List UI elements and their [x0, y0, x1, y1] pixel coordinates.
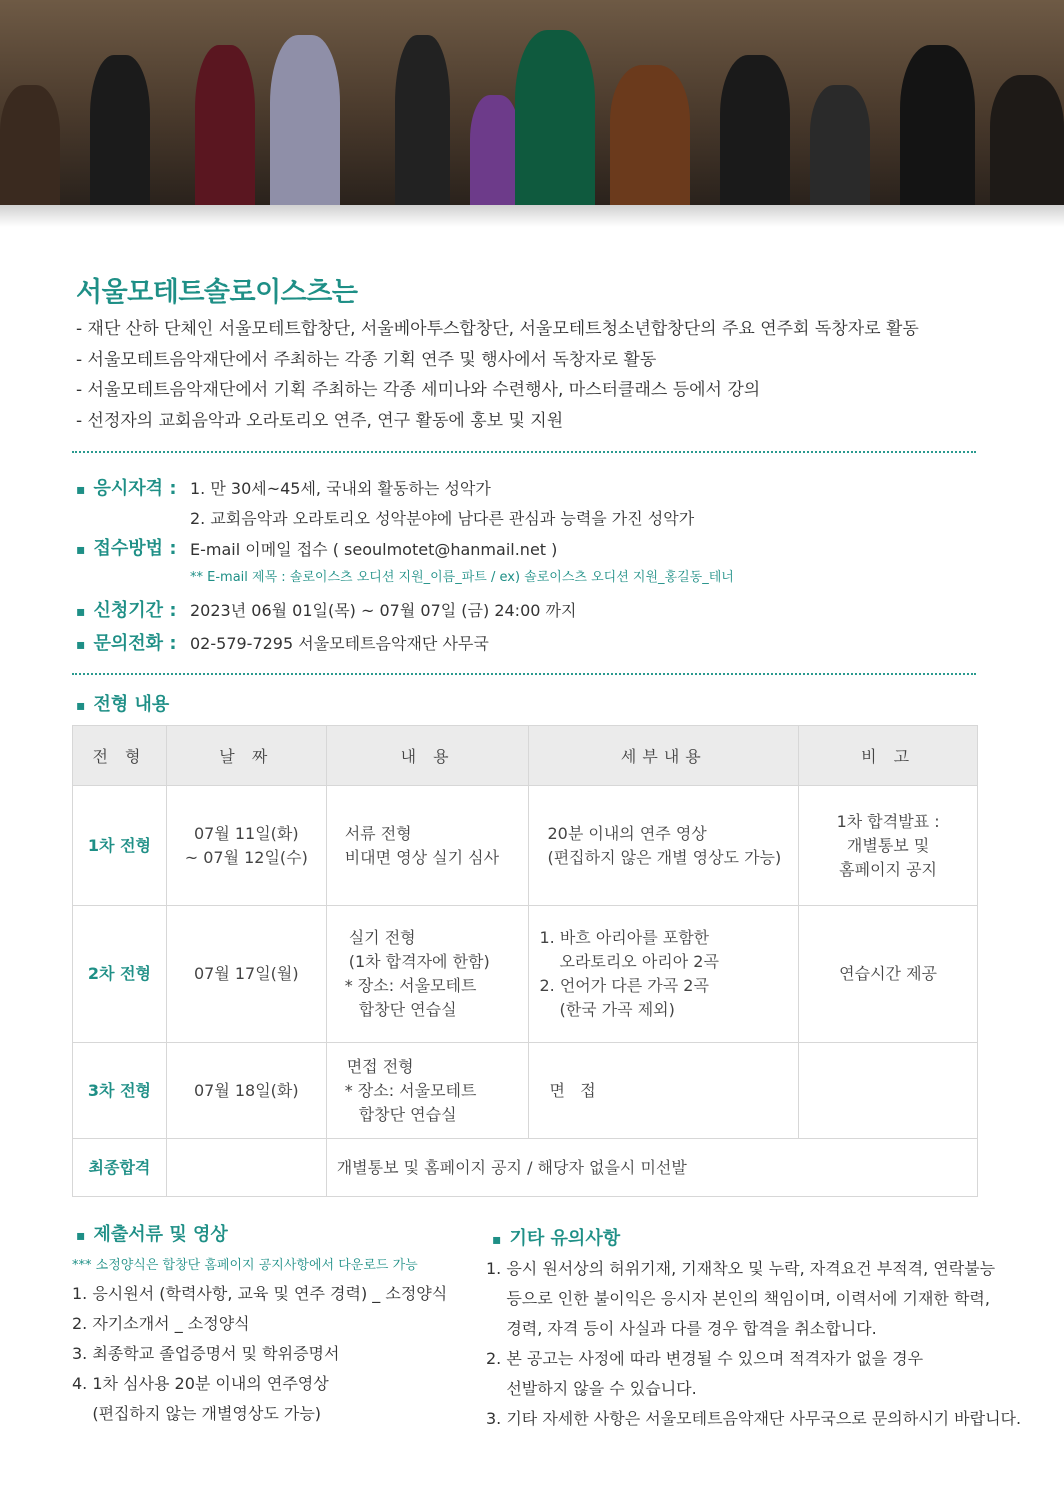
detail-line: 2. 언어가 다른 가곡 2곡	[539, 976, 709, 995]
content-line: 실기 전형	[348, 928, 416, 947]
detail-cell	[529, 906, 799, 1043]
documents-list	[72, 1279, 452, 1429]
list-item: 3. 최종학교 졸업증명서 및 학위증명서	[72, 1344, 340, 1363]
content-line: 면접 전형	[346, 1056, 414, 1076]
period-value: 2023년 06월 01일(목) ~ 07월 07일 (금) 24:00 까지	[190, 601, 577, 620]
documents-note: *** 소정양식은 합창단 홈페이지 공지사항에서 다운로드 가능	[72, 1258, 418, 1273]
content-cell	[326, 906, 529, 1043]
list-item: 2. 자기소개서 _ 소정양식	[72, 1314, 250, 1333]
table-row	[73, 1043, 978, 1139]
list-item: 등으로 인한 불이익은 응시자 본인의 책임이며, 이력서에 기재한 학력,	[486, 1289, 990, 1308]
date-cell	[166, 1043, 326, 1139]
phone-value: 02-579-7295 서울모테트음악재단 사무국	[190, 634, 489, 653]
header-content: 내 용	[326, 726, 529, 786]
note-cell	[799, 786, 978, 906]
method-label: ▪ 접수방법 :	[76, 534, 177, 560]
content-line: 비대면 영상 실기 심사	[344, 847, 500, 867]
misc-heading: ▪ 기타 유의사항	[492, 1224, 620, 1250]
intro-line: - 재단 산하 단체인 서울모테트합창단, 서울베아투스합창단, 서울모테트청소년합창단의 주요 연주회 독창자로 활동	[76, 319, 919, 339]
content-line: 합창단 연습실	[358, 1104, 457, 1124]
list-item: 2. 본 공고는 사정에 따라 변경될 수 있으며 적격자가 없을 경우	[486, 1349, 924, 1368]
qualification-1: 1. 만 30세~45세, 국내외 활동하는 성악가	[190, 479, 491, 498]
divider	[72, 451, 976, 453]
date-line: 07월 18일(화)	[193, 1080, 299, 1100]
list-item: 경력, 자격 등이 사실과 다를 경우 합격을 취소합니다.	[486, 1319, 877, 1338]
hero-photo	[0, 0, 1064, 205]
hero-shadow	[0, 205, 1064, 227]
detail-cell	[529, 1043, 799, 1139]
note-line: 개별통보 및	[846, 835, 930, 855]
schedule-heading: ▪ 전형 내용	[76, 690, 169, 716]
note-cell	[799, 906, 978, 1043]
stage-cell: 최종합격	[73, 1139, 167, 1197]
intro-line: - 선정자의 교회음악과 오라토리오 연주, 연구 활동에 홍보 및 지원	[76, 410, 564, 431]
note-cell	[799, 1043, 978, 1139]
content-line: 합창단 연습실	[358, 1000, 457, 1019]
date-line: 07월 11일(화)	[193, 823, 299, 843]
table-row	[73, 786, 978, 906]
intro-line: - 서울모테트음악재단에서 기획 주최하는 각종 세미나와 수련행사, 마스터클래스 등에서 강의	[76, 380, 761, 400]
detail-cell	[529, 786, 799, 906]
detail-line: 20분 이내의 연주 영상	[547, 823, 707, 843]
header-detail: 세부내용	[529, 726, 799, 786]
detail-line: 오라토리오 아리아 2곡	[559, 952, 719, 971]
phone-label: ▪ 문의전화 :	[76, 629, 177, 655]
table-row-final	[73, 1139, 978, 1197]
content-cell	[326, 1043, 529, 1139]
list-item: 1. 응시원서 (학력사항, 교육 및 연주 경력) _ 소정양식	[72, 1284, 448, 1303]
divider	[72, 673, 976, 675]
detail-line: (편집하지 않은 개별 영상도 가능)	[547, 847, 782, 867]
list-item: (편집하지 않는 개별영상도 가능)	[72, 1404, 322, 1423]
qualification-label: ▪ 응시자격 :	[76, 474, 177, 500]
header-date: 날 짜	[166, 726, 326, 786]
note-line: 연습시간 제공	[839, 964, 937, 983]
schedule-table	[72, 725, 978, 1197]
stage-cell: 2차 전형	[73, 906, 167, 1043]
date-line: ~ 07월 12일(수)	[184, 847, 308, 867]
method-note: ** E-mail 제목 : 솔로이스츠 오디션 지원_이름_파트 / ex) 솔로이스츠 오디션 지원_홍길동_테너	[190, 570, 734, 585]
content-line: * 장소: 서울모테트	[344, 1080, 477, 1100]
detail-line: 1. 바흐 아리아를 포함한	[539, 928, 710, 947]
stage-cell: 1차 전형	[73, 786, 167, 906]
content-cell	[326, 786, 529, 906]
method-value: E-mail 이메일 접수 ( seoulmotet@hanmail.net )	[190, 540, 558, 559]
stage-cell: 3차 전형	[73, 1043, 167, 1139]
content-line: * 장소: 서울모테트	[344, 976, 477, 995]
detail-line: (한국 가곡 제외)	[559, 1000, 675, 1019]
date-line: 07월 17일(월)	[193, 964, 299, 983]
header-stage: 전 형	[73, 726, 167, 786]
date-cell	[166, 1139, 326, 1197]
misc-list	[486, 1254, 1022, 1434]
date-cell	[166, 906, 326, 1043]
final-text: 개별통보 및 홈페이지 공지 / 해당자 없을시 미선발	[326, 1139, 977, 1197]
documents-heading: ▪ 제출서류 및 영상	[76, 1220, 228, 1246]
content-line: 서류 전형	[344, 823, 412, 843]
list-item: 3. 기타 자세한 사항은 서울모테트음악재단 사무국으로 문의하시기 바랍니다.	[486, 1409, 1022, 1428]
qualification-2: 2. 교회음악과 오라토리오 성악분야에 남다른 관심과 능력을 가진 성악가	[190, 509, 695, 528]
table-header-row	[73, 726, 978, 786]
table-row	[73, 906, 978, 1043]
header-note: 비 고	[799, 726, 978, 786]
period-label: ▪ 신청기간 :	[76, 596, 177, 622]
note-line: 홈페이지 공지	[839, 859, 937, 879]
note-line: 1차 합격발표 :	[836, 811, 940, 831]
list-item: 선발하지 않을 수 있습니다.	[486, 1379, 697, 1398]
list-item: 1. 응시 원서상의 허위기재, 기재착오 및 누락, 자격요건 부적격, 연락불능	[486, 1259, 996, 1278]
intro-line: - 서울모테트음악재단에서 주최하는 각종 기획 연주 및 행사에서 독창자로 활동	[76, 349, 657, 370]
documents-block	[72, 1254, 452, 1429]
page-title: 서울모테트솔로이스츠는	[76, 277, 358, 308]
list-item: 4. 1차 심사용 20분 이내의 연주영상	[72, 1374, 329, 1393]
content-line: (1차 합격자에 한함)	[348, 952, 490, 971]
intro-list	[76, 314, 919, 436]
date-cell	[166, 786, 326, 906]
detail-line: 면 접	[549, 1080, 596, 1100]
